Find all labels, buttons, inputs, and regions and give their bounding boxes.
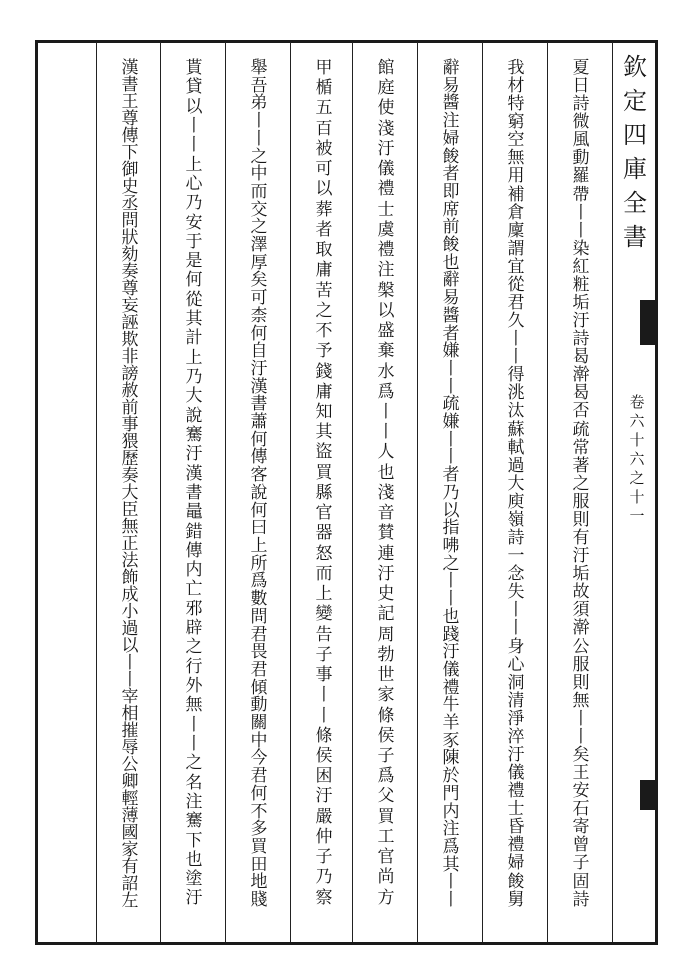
text-column: 漢 書 王 尊 傳 下 御 史 丞 問 狀 劾 奏 尊 妄 誣 欺 非 謗 赦 前 事 猥 歷 奏 大 臣 無 正 法 飾 成 小 過 以 丨 丨 宰 相 摧 辱 公 卿 輕 薄 國 家 有 詔 左 — [121, 58, 139, 911]
text-column: 館 庭 使 淺 汙 儀 禮 士 虞 禮 注 槃 以 盛 棄 水 爲 丨 丨 人 也 淺 音 賛 連 汙 史 記 周 勃 世 家 條 侯 子 爲 父 買 工 官 尚 方 — [377, 58, 395, 908]
column-rule — [547, 42, 548, 942]
text-column: 我 材 特 窮 空 無 用 補 倉 廩 謂 宜 從 君 久 丨 丨 得 洮 汰 蘇 軾 過 大 庾 嶺 詩 一 念 失 丨 丨 身 心 洞 清 淨 淬 汙 儀 禮 士 昏 禮 婦 餕 舅 — [507, 58, 525, 910]
column-rule — [96, 42, 97, 942]
column-rule — [290, 42, 291, 942]
text-column: 貰 貸 以 丨 丨 上 心 乃 安 于 是 何 從 其 計 上 乃 大 說 騫 汙 漢 書 鼂 錯 傳 内 亡 邪 辟 之 行 外 無 丨 丨 之 名 注 騫 下 也 塗 汙 — [185, 58, 203, 909]
text-column: 夏 日 詩 微 風 動 羅 帶 丨 丨 染 紅 粧 垢 汙 詩 曷 澣 曷 否 疏 常 著 之 服 則 有 汙 垢 故 須 澣 公 服 則 無 丨 丨 矣 王 安 石 寄 曾 子 固 詩 — [572, 58, 590, 910]
text-column: 甲 楯 五 百 被 可 以 葬 者 取 庸 苦 之 不 予 錢 庸 知 其 盜 買 縣 官 器 怒 而 上 變 告 子 事 丨 丨 條 侯 困 汙 嚴 仲 子 乃 察 — [315, 58, 333, 908]
column-rule — [352, 42, 353, 942]
fishtail-mark — [640, 780, 658, 810]
column-rule — [160, 42, 161, 942]
text-column: 辭 易 醬 注 婦 餕 者 即 席 前 餕 也 辭 易 醬 者 嫌 丨 丨 疏 嫌 丨 丨 者 乃 以 指 咈 之 丨 丨 也 踐 汙 儀 禮 牛 羊 豕 陳 於 門 内 注 爲 其 丨 丨 — [442, 58, 460, 911]
volume-label: 卷 六 十 六 之 十 一 — [629, 393, 645, 525]
fishtail-mark — [640, 300, 658, 345]
book-title: 欽 定 四 庫 全 書 — [623, 53, 647, 251]
column-rule — [225, 42, 226, 942]
column-rule — [482, 42, 483, 942]
text-column: 舉 吾 弟 丨 丨 之 中 而 交 之 澤 厚 矣 可 柰 何 自 汙 漢 書 蕭 何 傳 客 說 何 曰 上 所 爲 數 問 君 畏 君 傾 動 關 中 今 君 何 不 多 買 田 地 賤 — [250, 58, 268, 911]
column-rule — [417, 42, 418, 942]
